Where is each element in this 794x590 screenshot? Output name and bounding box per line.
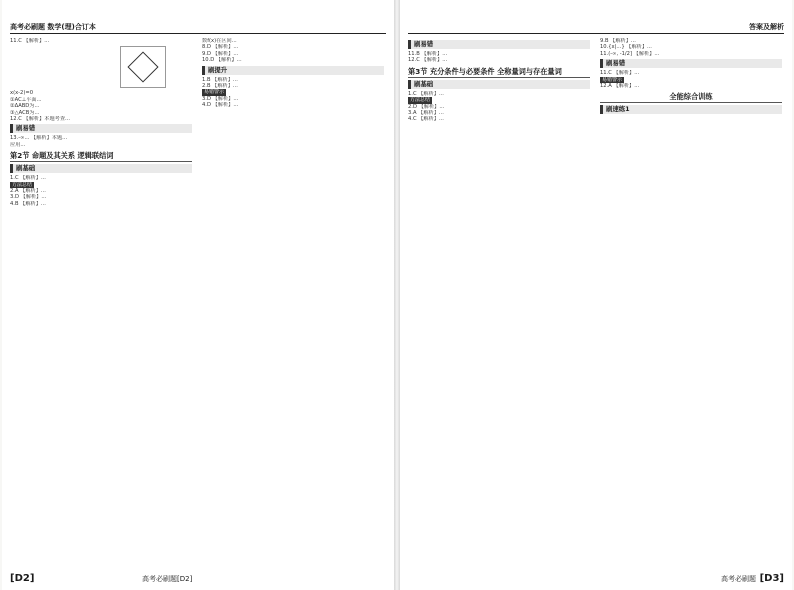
section-title: 第3节 充分条件与必要条件 全称量词与存在量词	[408, 67, 590, 78]
text-line: 9.B 【解析】...	[600, 38, 636, 44]
text-line: 9.D 【解析】...	[202, 50, 239, 57]
section-bar: 刷速练1	[600, 105, 782, 114]
text-line: 数f(x)在区间...	[202, 38, 237, 44]
text-line: 12.C 【解析】...	[408, 57, 448, 64]
right-page	[400, 0, 792, 590]
text-line: 13.-∞... 【解析】本题...	[10, 135, 68, 142]
text-line: 11.C 【解析】...	[600, 70, 640, 77]
tip-label: 方法总结	[12, 181, 33, 188]
review-title: 全能综合训练	[600, 92, 782, 103]
right-header: 答案及解析	[749, 23, 784, 31]
right-column-2	[600, 38, 782, 572]
section-bar: 刷基础	[408, 80, 590, 89]
text-line: 应用...	[10, 141, 26, 148]
left-column-2	[202, 38, 384, 572]
left-footer-title: 高考必刷题[D2]	[142, 575, 193, 583]
section-bar: 刷基础	[10, 164, 192, 173]
text-line: 2.A 【解析】...	[10, 188, 46, 195]
section-bar: 刷易错	[600, 59, 782, 68]
right-column-1	[408, 38, 590, 572]
tip-label: 方法总结	[410, 97, 431, 104]
left-column-1	[10, 38, 192, 572]
text-line: 10.{x|...} 【解析】...	[600, 44, 652, 51]
tip-label: 易错警示	[204, 89, 225, 96]
text-line: ②ΔABD为...	[10, 103, 40, 110]
text-line: 2.D 【解析】...	[408, 103, 445, 110]
text-line: 3.A 【解析】...	[408, 110, 444, 117]
text-line: 4.B 【解析】...	[10, 200, 46, 207]
left-header: 高考必刷题 数学(理)合订本	[10, 23, 96, 31]
text-line: x(x-2)=0	[10, 90, 34, 97]
right-page-number: [D3]	[759, 573, 784, 584]
section-title: 第2节 命题及其关系 逻辑联结词	[10, 151, 192, 162]
section-bar: 刷提升	[202, 66, 384, 75]
text-line: 10.D 【解析】...	[202, 57, 242, 64]
text-line: 1.C 【解析】...	[408, 90, 444, 97]
section-bar: 刷易错	[408, 40, 590, 49]
text-line: 2.B 【解析】...	[202, 83, 238, 90]
text-line: 12.C 【解析】本题考查...	[10, 116, 70, 123]
left-header-rule	[10, 33, 386, 34]
section-bar: 刷易错	[10, 124, 192, 133]
text-line: ③△ACB为...	[10, 109, 40, 116]
text-line: 8.D 【解析】...	[202, 44, 239, 51]
text-line: 11.C 【解析】...	[10, 38, 50, 44]
text-line: 12.A 【解析】...	[600, 83, 640, 90]
right-footer-title: 高考必刷题	[721, 575, 756, 583]
text-line: 11.B 【解析】...	[408, 51, 448, 57]
text-line: 11.(-∞, -1/2] 【解析】...	[600, 50, 660, 57]
left-page	[2, 0, 394, 590]
left-page-number: [D2]	[10, 573, 35, 584]
text-line: 3.D 【解析】...	[202, 95, 239, 102]
text-line: 4.C 【解析】...	[408, 116, 444, 123]
text-line: 1.B 【解析】...	[202, 76, 238, 83]
text-line: 1.C 【解析】...	[10, 175, 46, 182]
tip-label: 易错警示	[602, 76, 623, 83]
geometry-figure	[120, 46, 166, 88]
text-line: ①AC⊥平面...	[10, 96, 42, 103]
text-line: 4.D 【解析】...	[202, 102, 239, 109]
right-header-rule	[408, 33, 784, 34]
text-line: 3.D 【解析】...	[10, 194, 47, 201]
